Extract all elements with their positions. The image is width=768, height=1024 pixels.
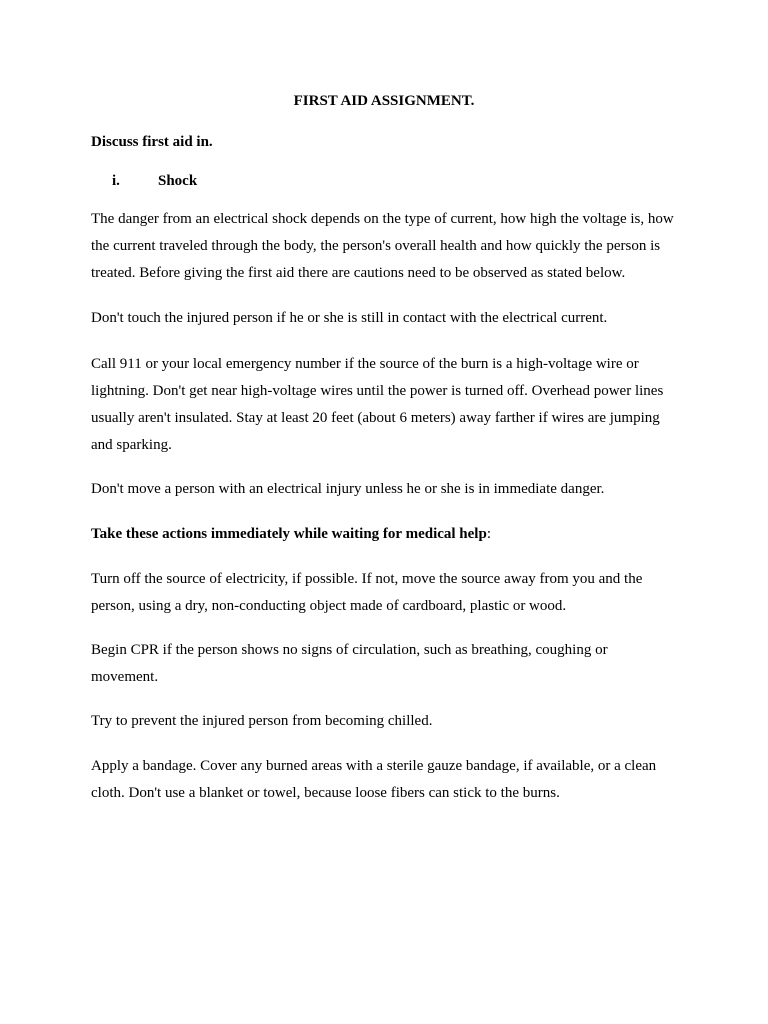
text-line: movement.	[91, 669, 159, 685]
action-heading: Take these actions immediately while waiting for medical help	[91, 526, 487, 542]
text-line: usually aren't insulated. Stay at least 20 feet (about 6 meters) away farther if wires are jumping	[91, 410, 660, 426]
document-title: FIRST AID ASSIGNMENT.	[293, 93, 475, 109]
assignment-prompt: Discuss first aid in.	[91, 134, 213, 150]
text-line: Don't touch the injured person if he or she is still in contact with the electrical current.	[91, 310, 608, 326]
text-line: Call 911 or your local emergency number if the source of the burn is a high-voltage wire or	[91, 356, 639, 372]
paragraph-1	[91, 206, 691, 287]
text-line: Begin CPR if the person shows no signs of circulation, such as breathing, coughing or	[91, 642, 608, 658]
text-line: The danger from an electrical shock depends on the type of current, how high the voltage is, how	[91, 211, 674, 227]
text-line: lightning. Don't get near high-voltage wires until the power is turned off. Overhead power lines	[91, 383, 664, 399]
text-line: cloth. Don't use a blanket or towel, because loose fibers can stick to the burns.	[91, 785, 560, 801]
paragraph-7	[91, 637, 691, 691]
paragraph-3	[91, 351, 691, 459]
paragraph-6	[91, 566, 691, 620]
text-line: the current traveled through the body, the person's overall health and how quickly the person is	[91, 238, 661, 254]
text-line: and sparking.	[91, 437, 172, 453]
paragraph-2	[91, 305, 691, 332]
text-line: treated. Before giving the first aid there are cautions need to be observed as stated below.	[91, 265, 626, 281]
text-line: Turn off the source of electricity, if possible. If not, move the source away from you and the	[91, 571, 643, 587]
paragraph-8	[91, 708, 691, 735]
paragraph-5	[91, 521, 691, 548]
heading-colon: :	[486, 526, 491, 542]
list-item-label: Shock	[158, 173, 198, 189]
paragraph-9	[91, 753, 691, 807]
text-line: Apply a bandage. Cover any burned areas with a sterile gauze bandage, if available, or a clean	[91, 758, 657, 774]
text-line: person, using a dry, non-conducting object made of cardboard, plastic or wood.	[91, 598, 567, 614]
text-line: Try to prevent the injured person from becoming chilled.	[91, 713, 433, 729]
text-line: Don't move a person with an electrical injury unless he or she is in immediate danger.	[91, 481, 605, 497]
list-item-number: i.	[112, 173, 120, 189]
paragraph-4	[91, 476, 691, 503]
